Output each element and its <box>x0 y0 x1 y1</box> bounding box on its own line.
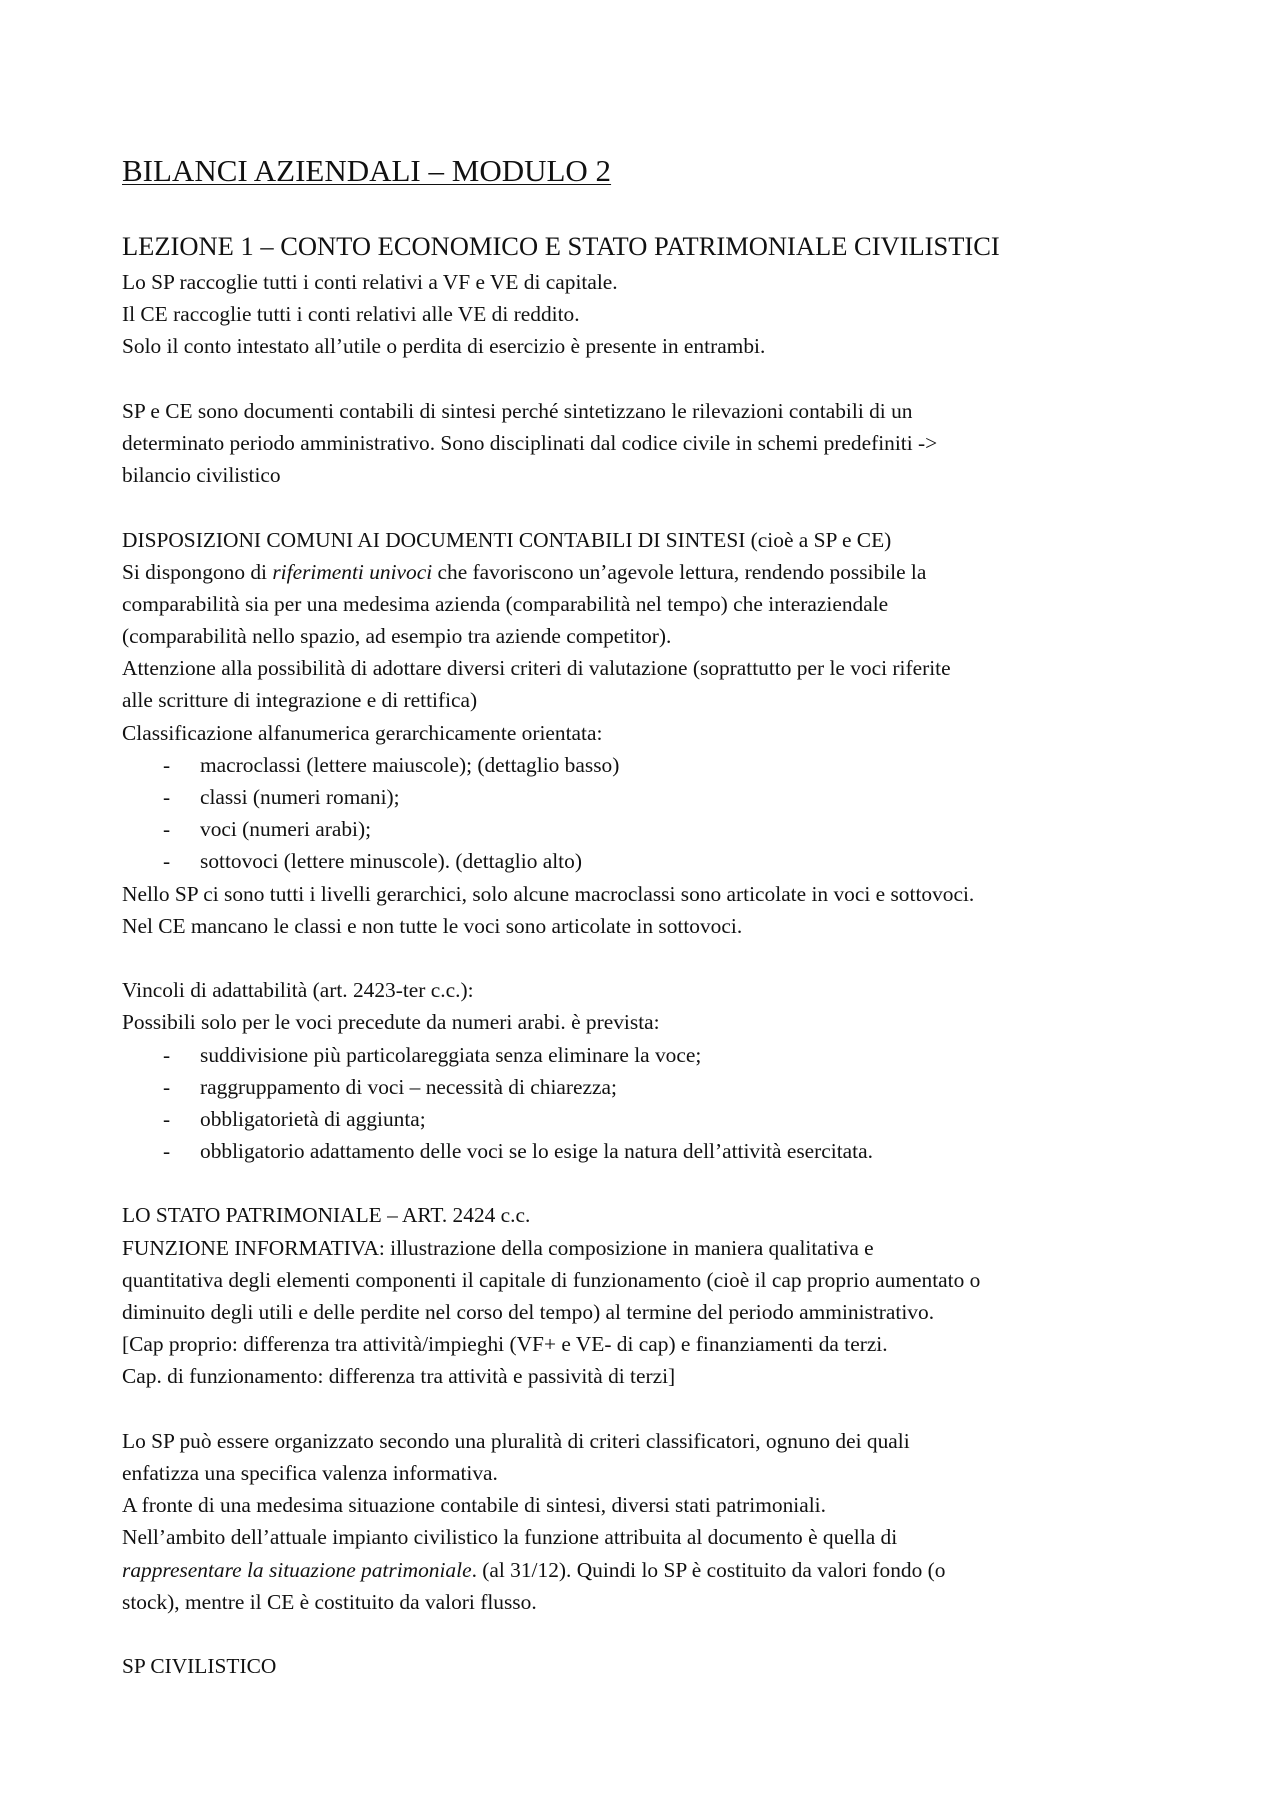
paragraph-line: [Cap proprio: differenza tra attività/impieghi (VF+ e VE- di cap) e finanziamenti da terzi. <box>122 1332 888 1357</box>
lesson-title: LEZIONE 1 – CONTO ECONOMICO E STATO PATRIMONIALE CIVILISTICI <box>122 231 1000 261</box>
list-item <box>122 781 1182 813</box>
italic-text: rappresentare la situazione patrimoniale <box>122 1557 472 1582</box>
paragraph-line: Cap. di funzionamento: differenza tra attività e passività di terzi] <box>122 1364 676 1389</box>
text-run: che favoriscono un’agevole lettura, rendendo possibile la <box>432 559 927 584</box>
bullet-dash: - <box>163 1106 171 1131</box>
list-item-text: raggruppamento di voci – necessità di chiarezza; <box>200 1074 617 1099</box>
paragraph-line: Possibili solo per le voci precedute da numeri arabi. è prevista: <box>122 1010 660 1035</box>
paragraph-line: stock), mentre il CE è costituito da valori flusso. <box>122 1589 537 1614</box>
text-run: . (al 31/12). Quindi lo SP è costituito da valori fondo (o <box>471 1557 946 1582</box>
paragraph-line: A fronte di una medesima situazione contabile di sintesi, diversi stati patrimoniali. <box>122 1493 826 1518</box>
document-body <box>122 266 1182 1682</box>
list-item <box>122 1103 1182 1135</box>
paragraph-line: FUNZIONE INFORMATIVA: illustrazione della composizione in maniera qualitativa e <box>122 1235 874 1260</box>
list-item <box>122 813 1182 845</box>
bullet-dash: - <box>163 785 171 809</box>
paragraph-line: SP e CE sono documenti contabili di sintesi perché sintetizzano le rilevazioni contabili di un <box>122 398 913 423</box>
text-run: Si dispongono di <box>122 559 273 584</box>
section-heading-stato-patrimoniale: LO STATO PATRIMONIALE – ART. 2424 c.c. <box>122 1203 531 1228</box>
paragraph-line: diminuito degli utili e delle perdite nel corso del tempo) al termine del periodo amministrativo. <box>122 1300 935 1324</box>
bullet-dash: - <box>163 1042 171 1067</box>
blank-line <box>122 1167 1182 1199</box>
paragraph-line: quantitativa degli elementi componenti il capitale di funzionamento (cioè il cap proprio aumentato o <box>122 1267 981 1292</box>
list-item-text: macroclassi (lettere maiuscole); (dettaglio basso) <box>200 752 620 777</box>
list-item-text: sottovoci (lettere minuscole). (dettaglio alto) <box>200 849 582 874</box>
paragraph-line: Lo SP può essere organizzato secondo una pluralità di criteri classificatori, ognuno dei quali <box>122 1428 910 1453</box>
paragraph-line: enfatizza una specifica valenza informativa. <box>122 1460 498 1485</box>
paragraph-line: Nello SP ci sono tutti i livelli gerarchici, solo alcune macroclassi sono articolate in voci e sottovoci. <box>122 881 975 906</box>
paragraph-line: Lo SP raccoglie tutti i conti relativi a VF e VE di capitale. <box>122 270 618 294</box>
paragraph-line: Solo il conto intestato all’utile o perdita di esercizio è presente in entrambi. <box>122 334 766 359</box>
paragraph-line: determinato periodo amministrativo. Sono disciplinati dal codice civile in schemi predefiniti -> <box>122 430 938 455</box>
paragraph-line: Il CE raccoglie tutti i conti relativi alle VE di reddito. <box>122 302 580 327</box>
blank-line <box>122 1393 1182 1425</box>
paragraph-line: Classificazione alfanumerica gerarchicamente orientata: <box>122 720 603 745</box>
paragraph-line <box>122 556 1182 588</box>
bullet-dash: - <box>163 752 171 777</box>
list-item-text: voci (numeri arabi); <box>200 817 372 842</box>
bullet-dash: - <box>163 1074 171 1099</box>
list-item <box>122 845 1182 877</box>
section-heading-disposizioni: DISPOSIZIONI COMUNI AI DOCUMENTI CONTABILI DI SINTESI (cioè a SP e CE) <box>122 527 892 552</box>
blank-line <box>122 1618 1182 1650</box>
bullet-dash: - <box>163 1139 171 1164</box>
section-heading-sp-civilistico: SP CIVILISTICO <box>122 1654 277 1679</box>
paragraph-line: Nell’ambito dell’attuale impianto civilistico la funzione attribuita al documento è quella di <box>122 1525 898 1550</box>
list-item-text: obbligatorietà di aggiunta; <box>200 1106 426 1131</box>
list-item <box>122 1135 1182 1167</box>
paragraph-line: alle scritture di integrazione e di rettifica) <box>122 688 478 713</box>
list-item <box>122 1039 1182 1071</box>
paragraph-line: (comparabilità nello spazio, ad esempio tra aziende competitor). <box>122 624 672 649</box>
paragraph-line: bilancio civilistico <box>122 463 281 488</box>
list-item-text: suddivisione più particolareggiata senza eliminare la voce; <box>200 1042 702 1067</box>
list-item <box>122 749 1182 781</box>
paragraph-line: Nel CE mancano le classi e non tutte le voci sono articolate in sottovoci. <box>122 913 743 938</box>
italic-text: riferimenti univoci <box>272 559 433 584</box>
paragraph-line <box>122 1554 1182 1586</box>
list-item-text: classi (numeri romani); <box>200 785 400 809</box>
paragraph-line: Attenzione alla possibilità di adottare diversi criteri di valutazione (soprattutto per le voci riferite <box>122 656 951 681</box>
document-title: BILANCI AZIENDALI – MODULO 2 <box>122 153 612 188</box>
list-item-text: obbligatorio adattamento delle voci se lo esige la natura dell’attività esercitata. <box>200 1139 873 1164</box>
paragraph-line: comparabilità sia per una medesima azienda (comparabilità nel tempo) che interaziendale <box>122 591 889 616</box>
blank-line <box>122 363 1182 395</box>
list-item <box>122 1071 1182 1103</box>
blank-line <box>122 942 1182 974</box>
bullet-dash: - <box>163 817 171 842</box>
paragraph-line: Vincoli di adattabilità (art. 2423-ter c.c.): <box>122 978 474 1003</box>
bullet-dash: - <box>163 849 171 874</box>
blank-line <box>122 491 1182 523</box>
